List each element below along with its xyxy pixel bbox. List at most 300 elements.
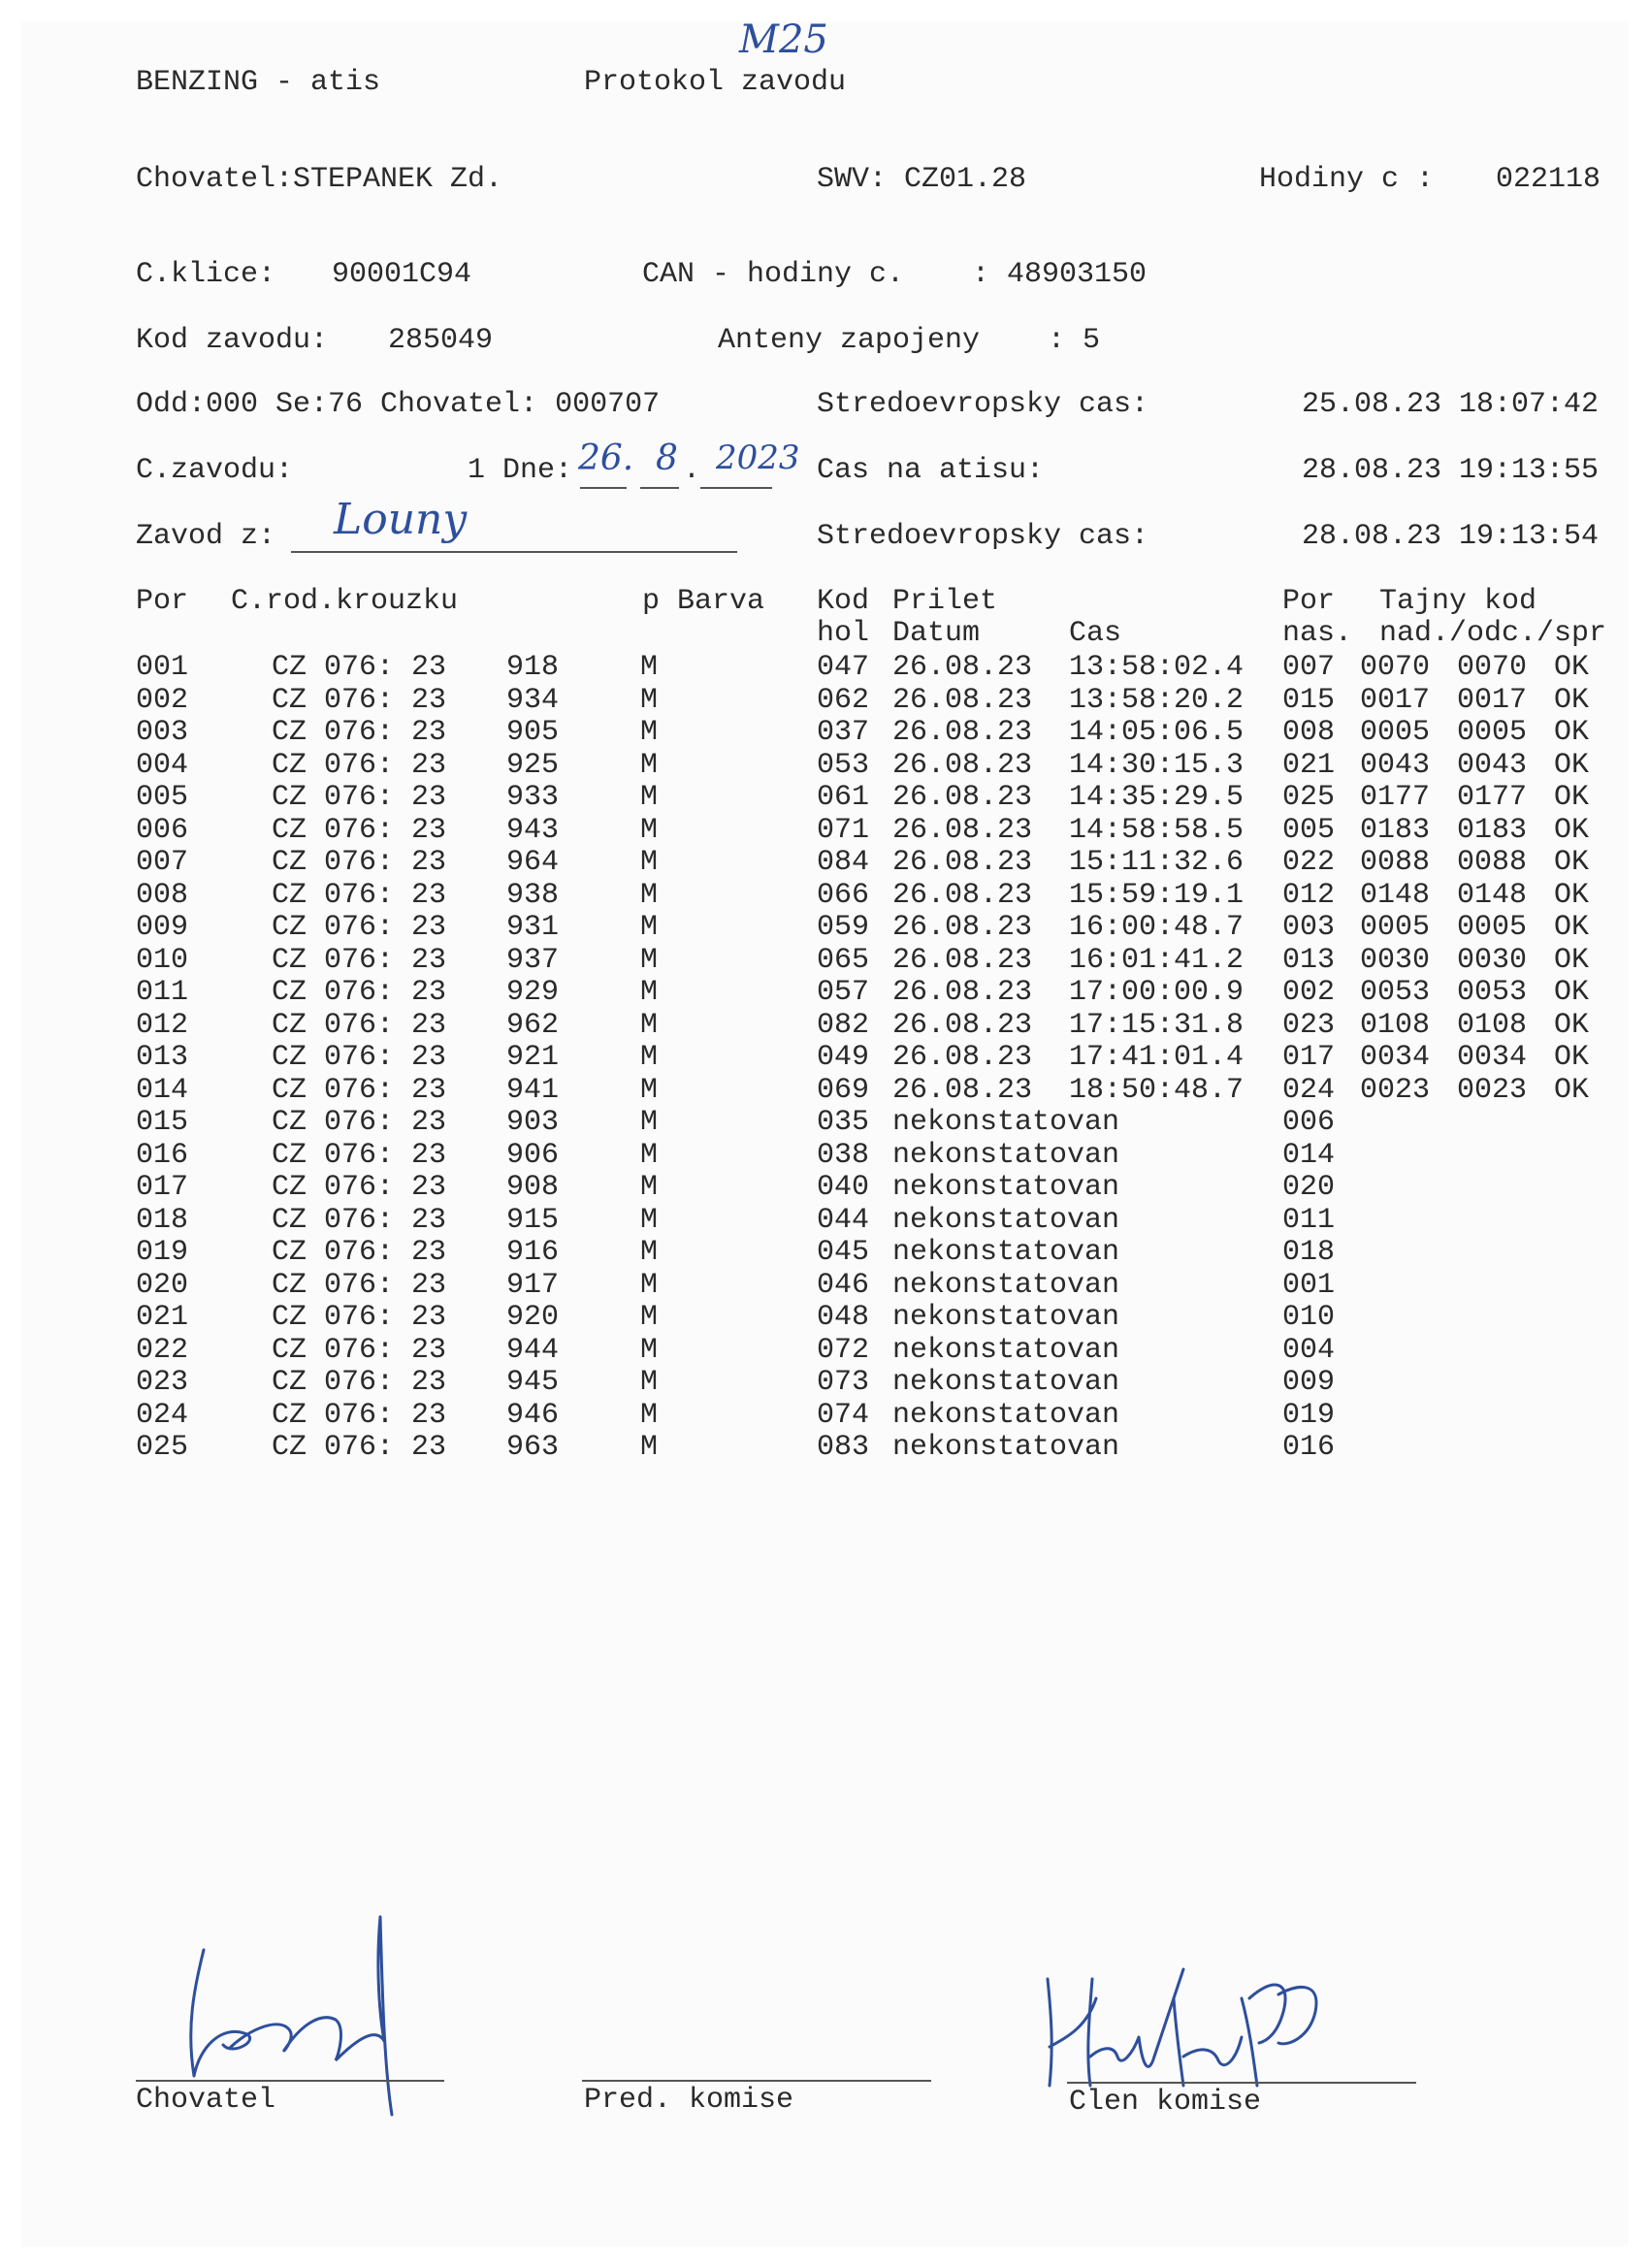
cell-ring: CZ 076: 23 [272,748,447,782]
can-label: CAN - hodiny c. [642,258,905,291]
cell-kod-hol: 061 [817,781,870,814]
cell-cas: 13:58:20.2 [1069,683,1245,717]
cell-datum: nekonstatovan [892,1301,1120,1334]
cell-cas: 16:01:41.2 [1069,943,1245,977]
clock-label: Hodiny c : [1259,163,1435,196]
cell-color: M [640,1073,659,1107]
cell-ring-number: 903 [506,1106,560,1139]
cell-por: 024 [136,1398,189,1432]
cell-datum: nekonstatovan [892,1203,1120,1237]
table-row [136,750,1591,782]
col-header-tajny: Tajny kod [1379,585,1537,618]
cell-code-spr: OK [1554,716,1590,749]
cell-cas: 17:15:31.8 [1069,1008,1245,1042]
table-row [136,977,1591,1009]
table-row [136,782,1591,814]
cell-ring: CZ 076: 23 [272,976,447,1009]
cell-kod-hol: 065 [817,943,870,977]
cell-ring-number: 944 [506,1333,560,1367]
cell-ring-number: 934 [506,683,560,717]
antennas-label: Anteny zapojeny [718,324,981,357]
cell-code-odc: 0043 [1457,748,1528,782]
cell-ring-number: 929 [506,976,560,1009]
cell-ring: CZ 076: 23 [272,1333,447,1367]
cell-code-spr: OK [1554,878,1590,912]
col-header-prilet: Prilet [892,585,998,618]
cell-color: M [640,1268,659,1302]
key-value: 90001C94 [332,258,472,291]
cell-datum: 26.08.23 [892,1041,1033,1074]
cell-por-nas: 005 [1282,813,1336,847]
cell-color: M [640,683,659,717]
cell-ring-number: 964 [506,846,560,879]
col-header-cas: Cas [1069,617,1122,650]
cell-kod-hol: 038 [817,1138,870,1172]
cell-ring: CZ 076: 23 [272,1171,447,1204]
cell-color: M [640,911,659,944]
cell-kod-hol: 040 [817,1171,870,1204]
table-row [136,1432,1591,1464]
cell-kod-hol: 037 [817,716,870,749]
cell-por-nas: 001 [1282,1268,1336,1302]
cell-code-odc: 0053 [1457,976,1528,1009]
cell-code-odc: 0005 [1457,911,1528,944]
cell-por-nas: 024 [1282,1073,1336,1107]
cell-datum: nekonstatovan [892,1431,1120,1464]
signature-label-chair: Pred. komise [584,2084,794,2117]
cell-ring-number: 941 [506,1073,560,1107]
cell-kod-hol: 073 [817,1366,870,1399]
member-signature [1028,1940,1358,2105]
cell-kod-hol: 059 [817,911,870,944]
cell-ring-number: 925 [506,748,560,782]
cell-color: M [640,976,659,1009]
cell-ring-number: 962 [506,1008,560,1042]
date-year: 2023 [716,438,800,477]
cell-por: 003 [136,716,189,749]
table-row [136,1042,1591,1074]
cell-color: M [640,1138,659,1172]
cell-datum: 26.08.23 [892,878,1033,912]
cell-color: M [640,1236,659,1269]
clock-number: 022118 [1496,163,1601,196]
cell-datum: 26.08.23 [892,781,1033,814]
cell-code-spr: OK [1554,1041,1590,1074]
cet-label-1: Stredoevropsky cas: [817,388,1149,421]
cell-kod-hol: 035 [817,1106,870,1139]
col-header-por-nas: Por [1282,585,1336,618]
cell-por-nas: 021 [1282,748,1336,782]
cell-color: M [640,878,659,912]
cell-datum: 26.08.23 [892,813,1033,847]
cell-kod-hol: 045 [817,1236,870,1269]
cell-por-nas: 011 [1282,1203,1336,1237]
cell-ring: CZ 076: 23 [272,716,447,749]
table-row [136,1335,1591,1367]
signature-line-chair [582,2080,931,2082]
cell-datum: nekonstatovan [892,1366,1120,1399]
cell-datum: 26.08.23 [892,911,1033,944]
cell-por: 015 [136,1106,189,1139]
cell-por-nas: 020 [1282,1171,1336,1204]
cell-color: M [640,1431,659,1464]
cell-datum: 26.08.23 [892,1008,1033,1042]
cell-ring-number: 931 [506,911,560,944]
cell-por-nas: 008 [1282,716,1336,749]
race-from-label: Zavod z: [136,520,276,553]
cell-color: M [640,651,659,684]
can-value: : 48903150 [972,258,1148,291]
cell-datum: 26.08.23 [892,748,1033,782]
swv-field: SWV: CZ01.28 [817,163,1027,196]
cell-code-nad: 0030 [1360,943,1431,977]
col-header-datum: Datum [892,617,981,650]
table-row [136,1367,1591,1399]
cell-ring-number: 916 [506,1236,560,1269]
cell-color: M [640,1106,659,1139]
date-separator: . [683,454,701,487]
table-row [136,912,1591,944]
cell-kod-hol: 082 [817,1008,870,1042]
cell-ring: CZ 076: 23 [272,1301,447,1334]
cell-ring-number: 945 [506,1366,560,1399]
cell-ring-number: 946 [506,1398,560,1432]
table-row [136,1075,1591,1107]
table-row [136,652,1591,684]
handwritten-code: M25 [739,17,828,62]
cell-por: 021 [136,1301,189,1334]
table-row [136,1270,1591,1302]
cell-por-nas: 004 [1282,1333,1336,1367]
cell-kod-hol: 074 [817,1398,870,1432]
cell-code-nad: 0183 [1360,813,1431,847]
cell-cas: 14:35:29.5 [1069,781,1245,814]
cell-code-spr: OK [1554,846,1590,879]
cell-ring: CZ 076: 23 [272,813,447,847]
date-month: 8 [656,438,678,478]
cell-code-spr: OK [1554,911,1590,944]
cell-color: M [640,943,659,977]
cell-por: 010 [136,943,189,977]
table-row [136,717,1591,749]
cell-ring: CZ 076: 23 [272,1008,447,1042]
cell-por: 002 [136,683,189,717]
cell-kod-hol: 071 [817,813,870,847]
cell-code-spr: OK [1554,683,1590,717]
cell-kod-hol: 072 [817,1333,870,1367]
cell-ring-number: 943 [506,813,560,847]
cell-color: M [640,1301,659,1334]
race-number-value: 1 Dne: [468,454,573,487]
cell-ring: CZ 076: 23 [272,683,447,717]
breeder-field: Chovatel:STEPANEK Zd. [136,163,503,196]
table-row [136,1205,1591,1237]
cell-code-nad: 0017 [1360,683,1431,717]
race-code-label: Kod zavodu: [136,324,329,357]
signature-line-member [1067,2082,1416,2084]
cell-datum: 26.08.23 [892,943,1033,977]
cell-color: M [640,1171,659,1204]
col-header-por: Por [136,585,189,618]
cell-code-spr: OK [1554,1008,1590,1042]
cell-por: 012 [136,1008,189,1042]
cell-por-nas: 018 [1282,1236,1336,1269]
cell-ring: CZ 076: 23 [272,1236,447,1269]
cell-ring: CZ 076: 23 [272,878,447,912]
cell-cas: 17:41:01.4 [1069,1041,1245,1074]
cell-ring-number: 938 [506,878,560,912]
table-row [136,880,1591,912]
cell-ring: CZ 076: 23 [272,1268,447,1302]
cell-ring: CZ 076: 23 [272,1431,447,1464]
cell-color: M [640,716,659,749]
antennas-value: : 5 [1048,324,1101,357]
cell-por-nas: 025 [1282,781,1336,814]
cell-code-nad: 0108 [1360,1008,1431,1042]
company-name: BENZING - atis [136,66,381,99]
cell-por-nas: 013 [1282,943,1336,977]
date-day: 26. [578,438,634,478]
cell-code-odc: 0177 [1457,781,1528,814]
cell-ring-number: 933 [506,781,560,814]
cell-ring: CZ 076: 23 [272,846,447,879]
cell-code-nad: 0177 [1360,781,1431,814]
cell-por-nas: 016 [1282,1431,1336,1464]
cell-por-nas: 010 [1282,1301,1336,1334]
cell-code-odc: 0148 [1457,878,1528,912]
cell-ring: CZ 076: 23 [272,1041,447,1074]
table-row [136,945,1591,977]
cell-por-nas: 022 [1282,846,1336,879]
cell-code-spr: OK [1554,813,1590,847]
cell-por-nas: 006 [1282,1106,1336,1139]
cell-cas: 16:00:48.7 [1069,911,1245,944]
table-row [136,1400,1591,1432]
date-day-underline [580,487,627,489]
col-header-ring: C.rod.krouzku [231,585,459,618]
cell-por-nas: 009 [1282,1366,1336,1399]
cell-color: M [640,781,659,814]
table-row [136,1107,1591,1139]
cell-datum: 26.08.23 [892,846,1033,879]
cell-cas: 14:05:06.5 [1069,716,1245,749]
cell-ring-number: 920 [506,1301,560,1334]
cell-code-spr: OK [1554,1073,1590,1107]
cell-ring: CZ 076: 23 [272,1398,447,1432]
signature-label-member: Clen komise [1069,2086,1262,2119]
cell-code-nad: 0034 [1360,1041,1431,1074]
cell-por: 006 [136,813,189,847]
cell-cas: 15:59:19.1 [1069,878,1245,912]
cell-ring: CZ 076: 23 [272,1106,447,1139]
cell-kod-hol: 062 [817,683,870,717]
col-header-p-barva: p Barva [642,585,765,618]
table-row [136,1140,1591,1172]
cell-por-nas: 007 [1282,651,1336,684]
cell-por: 007 [136,846,189,879]
cell-ring-number: 905 [506,716,560,749]
race-from-value: Louny [334,495,468,544]
section-line: Odd:000 Se:76 Chovatel: 000707 [136,388,661,421]
cet-value-1: 25.08.23 18:07:42 [1302,388,1600,421]
table-row [136,815,1591,847]
cell-cas: 13:58:02.4 [1069,651,1245,684]
cell-por: 025 [136,1431,189,1464]
cell-code-spr: OK [1554,651,1590,684]
cell-kod-hol: 046 [817,1268,870,1302]
cell-por: 009 [136,911,189,944]
race-from-underline [291,551,737,553]
cell-kod-hol: 069 [817,1073,870,1107]
cell-datum: 26.08.23 [892,716,1033,749]
table-row [136,685,1591,717]
cell-color: M [640,1041,659,1074]
race-code-value: 285049 [388,324,494,357]
cell-code-nad: 0005 [1360,911,1431,944]
cell-ring: CZ 076: 23 [272,943,447,977]
cell-ring: CZ 076: 23 [272,1366,447,1399]
table-row [136,1237,1591,1269]
cet-label-2: Stredoevropsky cas: [817,520,1149,553]
atis-time-value: 28.08.23 19:13:55 [1302,454,1600,487]
cell-por: 011 [136,976,189,1009]
date-month-underline [640,487,679,489]
cell-datum: nekonstatovan [892,1138,1120,1172]
cell-ring-number: 915 [506,1203,560,1237]
cell-code-odc: 0183 [1457,813,1528,847]
cell-code-nad: 0005 [1360,716,1431,749]
document-title: Protokol zavodu [584,66,847,99]
table-row [136,1010,1591,1042]
cell-por: 016 [136,1138,189,1172]
cell-por: 013 [136,1041,189,1074]
cell-ring: CZ 076: 23 [272,651,447,684]
cell-color: M [640,813,659,847]
col-header-kod: Kod [817,585,870,618]
cell-code-odc: 0034 [1457,1041,1528,1074]
cell-cas: 15:11:32.6 [1069,846,1245,879]
cell-code-spr: OK [1554,943,1590,977]
cell-por: 004 [136,748,189,782]
cell-datum: nekonstatovan [892,1171,1120,1204]
cell-ring: CZ 076: 23 [272,1138,447,1172]
cell-por-nas: 015 [1282,683,1336,717]
table-row [136,1172,1591,1204]
cell-code-spr: OK [1554,748,1590,782]
cell-ring: CZ 076: 23 [272,1073,447,1107]
cell-datum: nekonstatovan [892,1398,1120,1432]
cell-cas: 14:58:58.5 [1069,813,1245,847]
cell-code-odc: 0023 [1457,1073,1528,1107]
cell-por: 014 [136,1073,189,1107]
col-header-sub: nad./odc./spr [1379,617,1607,650]
cell-ring-number: 918 [506,651,560,684]
cell-ring-number: 908 [506,1171,560,1204]
cell-por: 008 [136,878,189,912]
date-year-underline [700,487,772,489]
cell-code-odc: 0017 [1457,683,1528,717]
cell-por-nas: 014 [1282,1138,1336,1172]
cell-kod-hol: 053 [817,748,870,782]
cell-color: M [640,1366,659,1399]
col-header-nas: nas. [1282,617,1353,650]
signature-label-breeder: Chovatel [136,2084,276,2117]
cell-cas: 17:00:00.9 [1069,976,1245,1009]
cell-por-nas: 019 [1282,1398,1336,1432]
cell-code-nad: 0088 [1360,846,1431,879]
cell-por: 023 [136,1366,189,1399]
cell-code-odc: 0070 [1457,651,1528,684]
cell-ring: CZ 076: 23 [272,781,447,814]
cell-cas: 18:50:48.7 [1069,1073,1245,1107]
cell-cas: 14:30:15.3 [1069,748,1245,782]
cell-datum: 26.08.23 [892,651,1033,684]
table-row [136,1302,1591,1334]
cell-ring-number: 963 [506,1431,560,1464]
cell-code-spr: OK [1554,976,1590,1009]
cell-ring-number: 906 [506,1138,560,1172]
cell-kod-hol: 083 [817,1431,870,1464]
cell-code-odc: 0108 [1457,1008,1528,1042]
cell-kod-hol: 057 [817,976,870,1009]
cell-code-odc: 0030 [1457,943,1528,977]
cell-ring-number: 917 [506,1268,560,1302]
cell-code-odc: 0005 [1457,716,1528,749]
cell-kod-hol: 044 [817,1203,870,1237]
cell-datum: nekonstatovan [892,1236,1120,1269]
key-label: C.klice: [136,258,276,291]
cell-datum: nekonstatovan [892,1106,1120,1139]
cell-por: 018 [136,1203,189,1237]
cell-datum: 26.08.23 [892,976,1033,1009]
col-header-hol: hol [817,617,870,650]
cell-por-nas: 012 [1282,878,1336,912]
cell-color: M [640,748,659,782]
cell-por-nas: 003 [1282,911,1336,944]
cell-por: 017 [136,1171,189,1204]
cell-code-nad: 0053 [1360,976,1431,1009]
signature-line-breeder [136,2080,444,2082]
cell-code-nad: 0023 [1360,1073,1431,1107]
cell-kod-hol: 066 [817,878,870,912]
cell-color: M [640,1203,659,1237]
cell-code-nad: 0148 [1360,878,1431,912]
cell-kod-hol: 049 [817,1041,870,1074]
cell-por-nas: 002 [1282,976,1336,1009]
cell-color: M [640,846,659,879]
cell-datum: nekonstatovan [892,1268,1120,1302]
cell-code-odc: 0088 [1457,846,1528,879]
cell-por: 001 [136,651,189,684]
cell-kod-hol: 048 [817,1301,870,1334]
cell-color: M [640,1008,659,1042]
cell-code-nad: 0070 [1360,651,1431,684]
cell-ring-number: 937 [506,943,560,977]
cell-code-spr: OK [1554,781,1590,814]
cell-datum: 26.08.23 [892,1073,1033,1107]
cell-ring: CZ 076: 23 [272,911,447,944]
cell-datum: nekonstatovan [892,1333,1120,1367]
cell-color: M [640,1333,659,1367]
cell-kod-hol: 084 [817,846,870,879]
cell-ring-number: 921 [506,1041,560,1074]
cell-code-nad: 0043 [1360,748,1431,782]
cell-por: 019 [136,1236,189,1269]
cell-por: 022 [136,1333,189,1367]
cell-ring: CZ 076: 23 [272,1203,447,1237]
cell-por-nas: 023 [1282,1008,1336,1042]
cell-datum: 26.08.23 [892,683,1033,717]
